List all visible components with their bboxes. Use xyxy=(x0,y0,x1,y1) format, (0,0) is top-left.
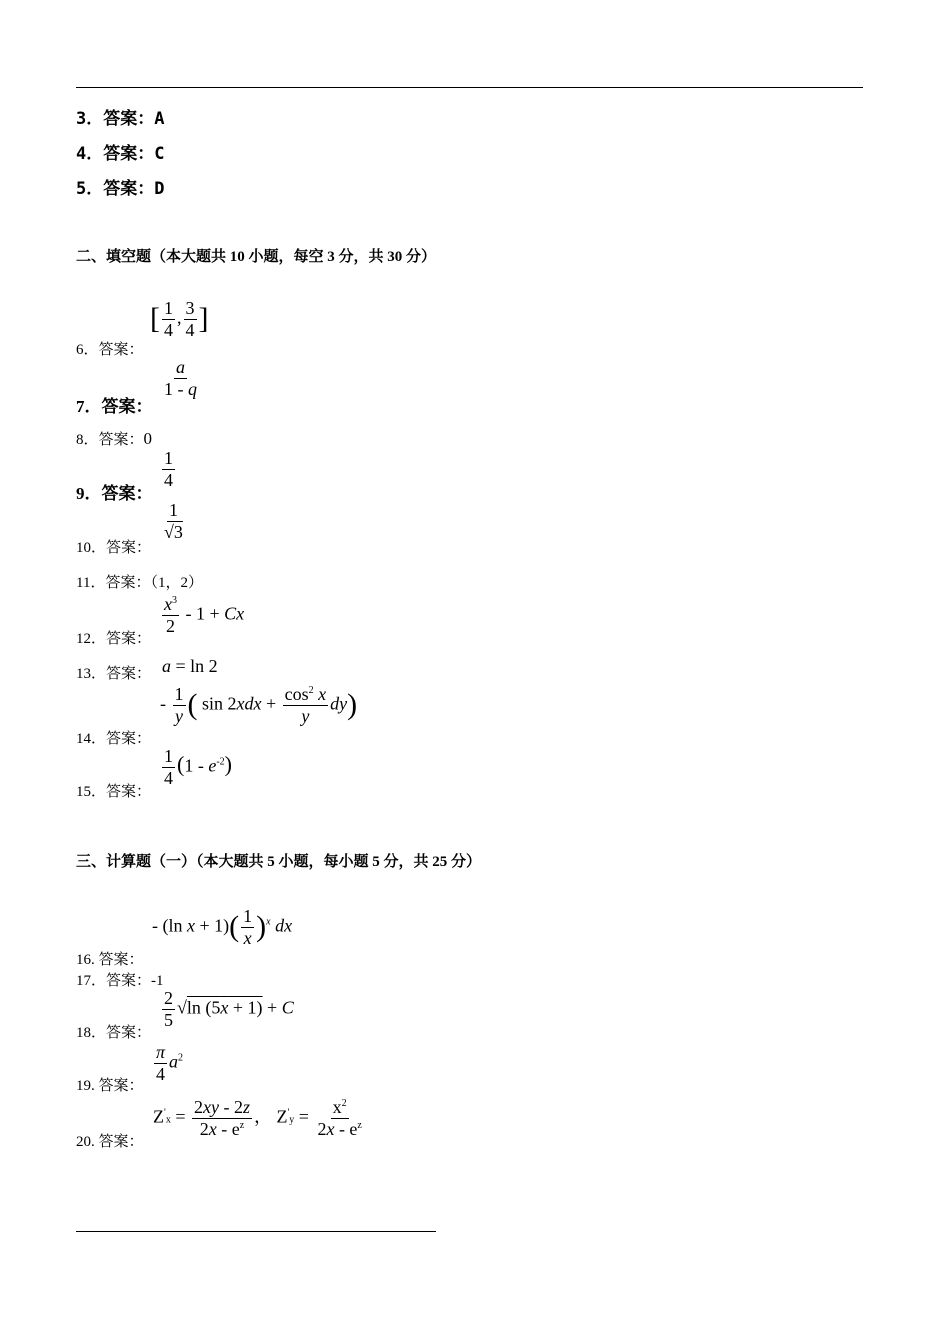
answer-13-label: 13．答案： xyxy=(76,666,152,682)
answer-11: 11．答案：（1，2） xyxy=(76,575,203,591)
answer-13-formula: a = ln 2 xyxy=(162,656,218,676)
answer-16-formula: - (ln x + 1)( $\frac{1}{x}$ )$^x$ dx xyxy=(152,906,293,948)
answer-18-formula: $\frac{2}{5}$ √ln (5x + 1) + C xyxy=(164,988,294,1030)
answer-3: 3．答案：A xyxy=(76,109,165,129)
answer-6-label: 6．答案： xyxy=(76,342,144,358)
answer-19-label: 19. 答案： xyxy=(76,1078,144,1094)
answer-18-label: 18．答案： xyxy=(76,1025,152,1041)
answer-20-label: 20. 答案： xyxy=(76,1134,144,1150)
answer-17: 17．答案：-1 xyxy=(76,973,164,989)
answer-7-label: 7．答案： xyxy=(76,397,153,416)
answer-20-formula: Z'x = $\frac{2xy - 2z}{2x - e^z}$ ， Z'y = $\frac{x^2}{2x - e^z}$ xyxy=(153,1097,362,1139)
footer-rule xyxy=(76,1231,436,1232)
answer-16-label: 16. 答案： xyxy=(76,952,144,968)
answer-15-label: 15．答案： xyxy=(76,784,152,800)
answer-10-label: 10．答案： xyxy=(76,540,152,556)
answer-8: 8．答案：0 xyxy=(76,429,153,448)
answer-12-label: 12．答案： xyxy=(76,631,152,647)
answer-15-formula: $\frac{1}{4}$ $(1 - e^{-2})$ xyxy=(164,746,232,788)
answer-5: 5．答案：D xyxy=(76,179,165,199)
answer-9-label: 9．答案： xyxy=(76,484,153,503)
section-3-heading: 三、计算题（一）（本大题共 5 小题，每小题 5 分，共 25 分） xyxy=(76,854,482,870)
answer-7-formula: $\frac{a}{1 - q}$ xyxy=(164,357,197,399)
answer-14-label: 14．答案： xyxy=(76,731,152,747)
answer-12-formula: $\frac{x^3}{2}$ - 1 + Cx xyxy=(164,594,245,636)
answer-6-formula: [ $\frac{1}{4}$ , $\frac{3}{4}$ ] xyxy=(150,298,209,340)
answer-9-formula: $\frac{1}{4}$ xyxy=(164,448,173,490)
answer-14-formula: - $\frac{1}{y}$ ( sin 2xdx + $\frac{\cos^2 x}{y}$ dy) xyxy=(160,684,358,726)
answer-19-formula: $\frac{\pi}{4}$ $a^2$ xyxy=(156,1042,184,1084)
answer-10-formula: $\frac{1}{√3}$ xyxy=(164,500,183,542)
answer-4: 4．答案：C xyxy=(76,144,165,164)
header-rule xyxy=(76,87,863,88)
section-2-heading: 二、填空题（本大题共 10 小题，每空 3 分，共 30 分） xyxy=(76,249,437,265)
